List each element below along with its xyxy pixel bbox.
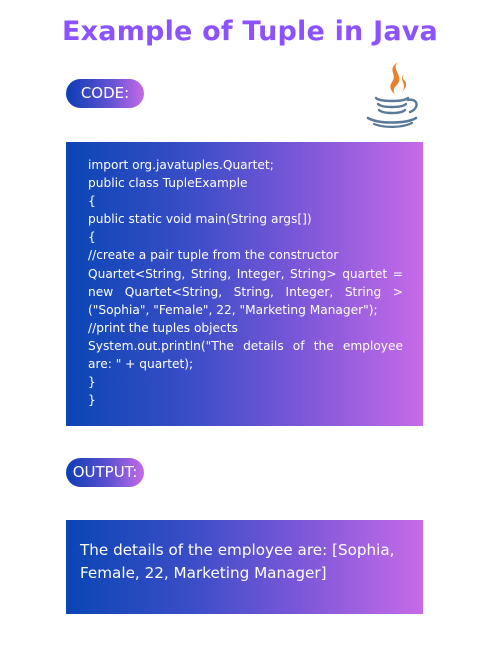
- code-line: }: [88, 393, 96, 408]
- code-line: new Quartet<String, String, Integer, String >: [88, 284, 403, 299]
- code-line: import org.javatuples.Quartet;: [88, 158, 274, 172]
- code-line: public static void main(String args[]): [88, 212, 312, 227]
- java-coffee-cup-icon: [362, 60, 426, 130]
- code-block: [66, 142, 423, 426]
- code-line: are: " + quartet);: [88, 357, 194, 372]
- output-label-badge: OUTPUT:: [66, 458, 144, 487]
- code-line: //create a pair tuple from the constructor: [88, 248, 339, 263]
- code-line: }: [88, 375, 96, 390]
- code-line: Quartet<String, String, Integer, String> quartet =: [88, 266, 403, 281]
- code-line: {: [88, 230, 96, 245]
- code-label-badge: CODE:: [66, 79, 144, 108]
- code-line: System.out.println("The details of the employee: [88, 338, 403, 353]
- code-line: {: [88, 194, 96, 209]
- code-line: ("Sophia", "Female", 22, "Marketing Manager");: [88, 302, 378, 317]
- code-line: public class TupleExample: [88, 176, 248, 191]
- code-line: //print the tuples objects: [88, 320, 238, 335]
- page-title: Example of Tuple in Java: [62, 16, 438, 47]
- output-block: [66, 520, 423, 614]
- output-text: The details of the employee are: [Sophia, Female, 22, Marketing Manager]: [80, 541, 395, 582]
